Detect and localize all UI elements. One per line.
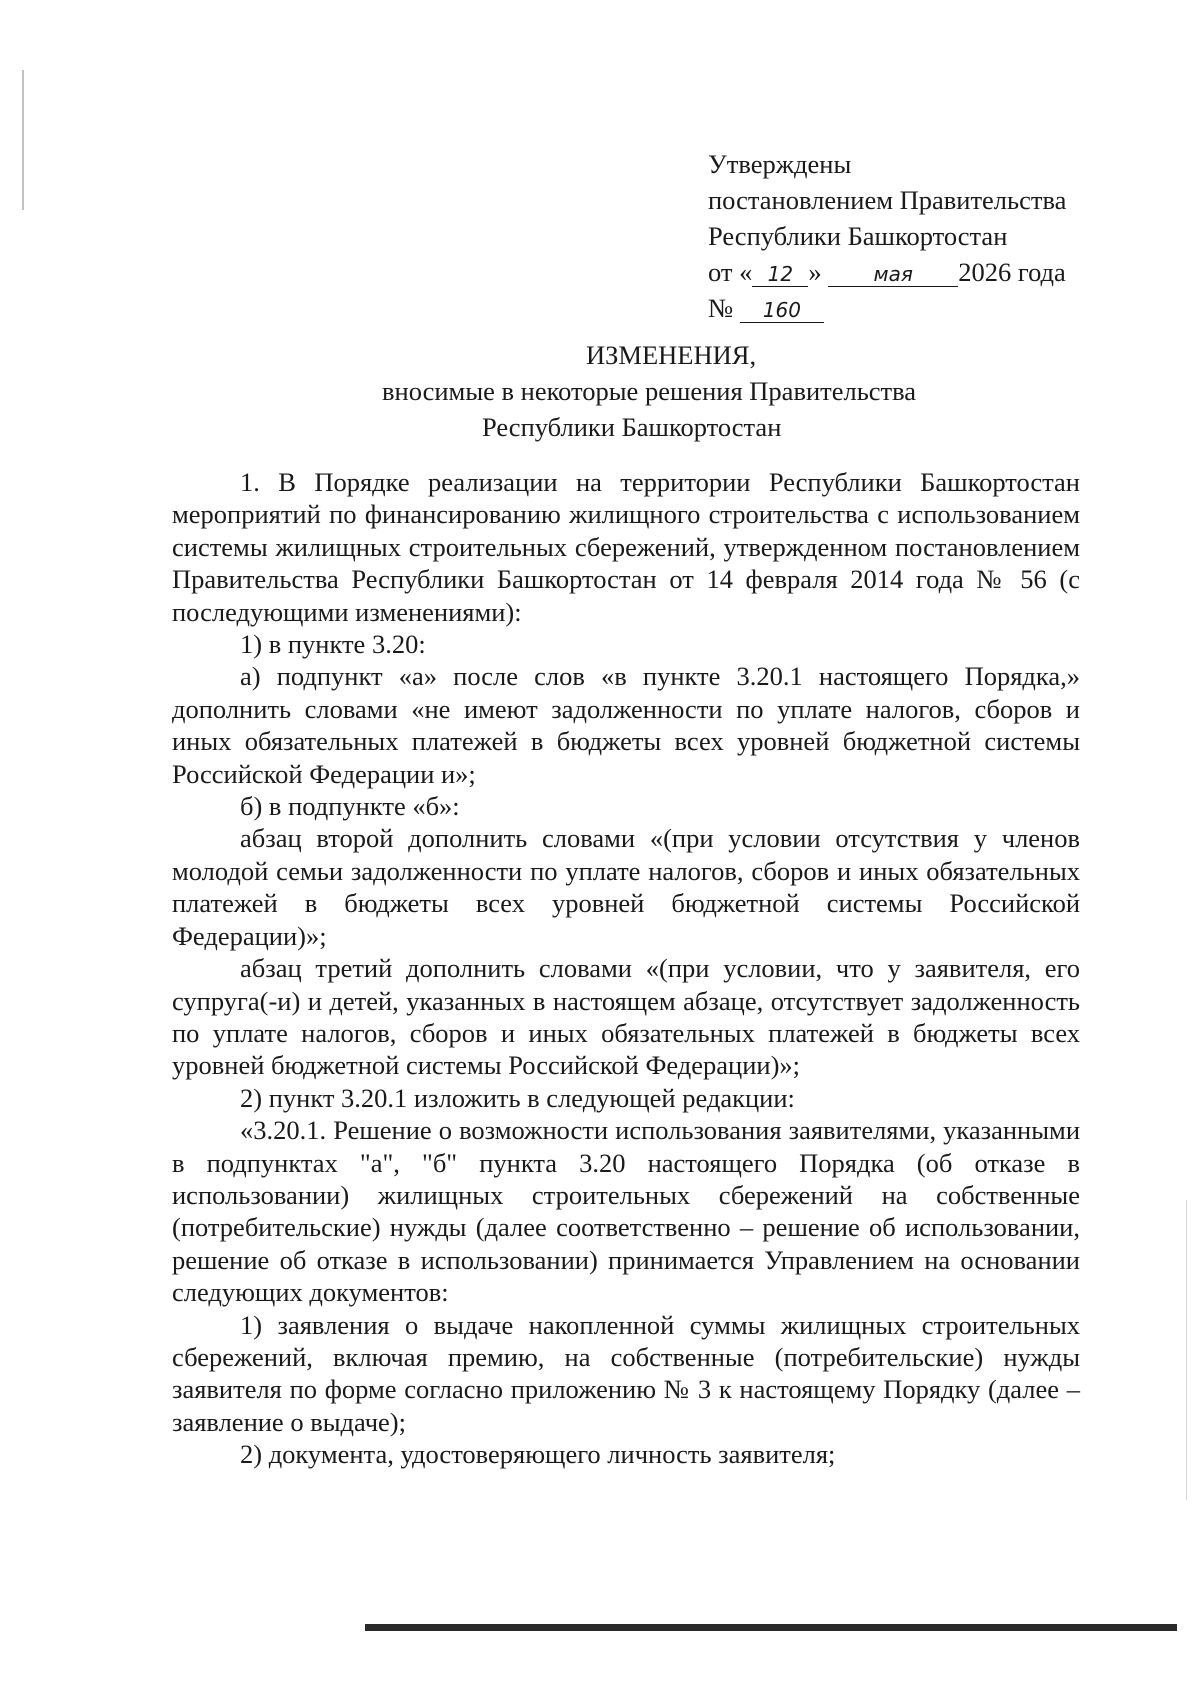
paragraph: 1. В Порядке реализации на территории Республики Башкортостан мероприятий по финансированию жилищного строительства с использованием системы жилищных строительных сбережений, утвержденном постановлением Правительства Республики Башкортостан от 14 февраля 2014 года № 56 (с последующими изменениями): — [172, 467, 1080, 627]
paragraph: абзац третий дополнить словами «(при условии, что у заявителя, его супруга(-и) и детей, указанных в настоящем абзаце, отсутствует задолженность по уплате налогов, сборов и иных обязательных платежей в бюджеты всех уровней бюджетной системы Российской Федерации)»; — [172, 953, 1080, 1081]
paragraph: 2) пункт 3.20.1 изложить в следующей редакции: — [240, 1082, 795, 1113]
date-month: мая — [828, 262, 958, 287]
paragraph: б) в подпункте «б»: — [240, 791, 460, 822]
document-number: 160 — [740, 298, 824, 323]
title-subline: вносимые в некоторые решения Правительства — [382, 376, 917, 406]
approval-date-line — [708, 254, 1066, 290]
document-body — [172, 466, 1080, 1471]
approval-number-line — [708, 290, 1066, 326]
paragraph: 1) заявления о выдаче накопленной суммы жилищных строительных сбережений, включая премию, на собственные (потребительские) нужды заявителя по форме согласно приложению № 3 к настоящему Порядку (далее – заявление о выдаче); — [172, 1309, 1080, 1437]
approval-stamp — [708, 146, 1066, 326]
scan-edge-mark — [22, 70, 24, 210]
title-subline: Республики Башкортостан — [482, 412, 782, 442]
approval-line: Республики Башкортостан — [708, 221, 1008, 251]
paragraph: 1) в пункте 3.20: — [240, 629, 426, 660]
number-label: № — [708, 293, 734, 323]
paragraph: абзац второй дополнить словами «(при условии отсутствия у членов молодой семьи задолженности по уплате налогов, сборов и иных обязательных платежей в бюджеты всех уровней бюджетной системы Российской Федерации)»; — [172, 823, 1080, 951]
date-year: 2026 года — [958, 257, 1066, 287]
title-heading: ИЗМЕНЕНИЯ, — [586, 340, 757, 370]
date-day: 12 — [752, 262, 808, 287]
approval-line: Утверждены — [708, 149, 852, 179]
date-prefix: от « — [708, 257, 753, 287]
paragraph: 2) документа, удостоверяющего личность заявителя; — [240, 1439, 836, 1470]
paragraph: «3.20.1. Решение о возможности использования заявителями, указанными в подпунктах "а", "б" пункта 3.20 настоящего Порядка (об отказе в использовании) жилищных строительных сбережений на собственные (потребительские) нужды (далее соответственно – решение об использовании, решение об отказе в использовании) принимается Управлением на основании следующих документов: — [172, 1115, 1080, 1308]
paragraph: а) подпункт «а» после слов «в пункте 3.20.1 настоящего Порядка,» дополнить словами «не имеют задолженности по уплате налогов, сборов и иных обязательных платежей в бюджеты всех уровней бюджетной системы Российской Федерации и»; — [172, 661, 1080, 789]
date-mid: » — [808, 257, 822, 287]
scan-edge-mark — [1186, 1200, 1187, 1500]
approval-line: постановлением Правительства — [708, 185, 1067, 215]
scan-bottom-bar — [365, 1624, 1177, 1631]
